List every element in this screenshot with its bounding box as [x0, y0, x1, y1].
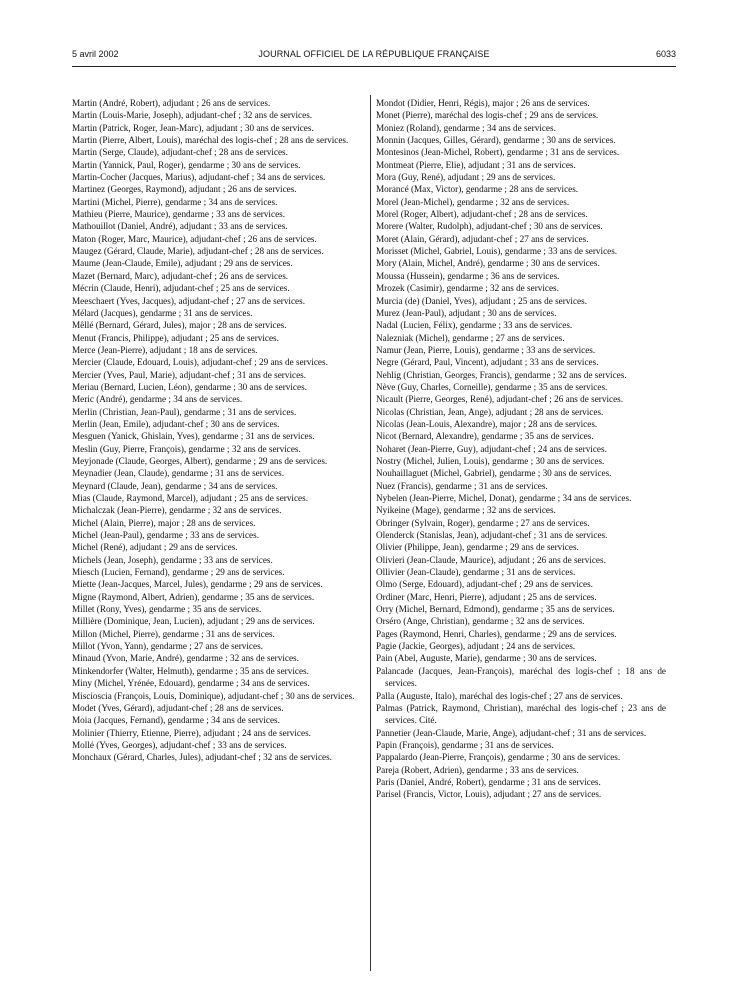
list-item: Namur (Jean, Pierre, Louis), gendarme ; 33 ans de services. [376, 344, 596, 355]
list-item: Nehlig (Christian, Georges, Francis), gendarme ; 32 ans de services. [376, 369, 627, 380]
list-item: Menut (Francis, Philippe), adjudant ; 25 ans de services. [72, 332, 279, 343]
list-item: Moussa (Hussein), gendarme ; 36 ans de services. [376, 270, 560, 281]
list-item: Nicolas (Jean-Louis, Alexandre), major ; 28 ans de services. [376, 418, 598, 429]
list-item: Mêllé (Bernard, Gérard, Jules), major ; 28 ans de services. [72, 320, 287, 331]
list-item: Paris (Daniel, André, Robert), gendarme ; 31 ans de services. [376, 776, 601, 787]
list-item: Nyikeine (Mage), gendarme ; 32 ans de services. [376, 505, 556, 516]
list-item: Merce (Jean-Pierre), adjudant ; 18 ans de services. [72, 344, 258, 355]
list-item: Nicault (Pierre, Georges, René), adjudant-chef ; 26 ans de services. [376, 394, 624, 405]
list-item: Millière (Dominique, Jean, Lucien), adjudant ; 29 ans de services. [72, 616, 315, 627]
list-item: Millet (Rony, Yves), gendarme ; 35 ans de services. [72, 604, 262, 615]
list-item: Murez (Jean-Paul), adjudant ; 30 ans de services. [376, 307, 557, 318]
list-item: Pain (Abel, Auguste, Marie), gendarme ; 30 ans de services. [376, 653, 597, 664]
list-item: Nybelen (Jean-Pierre, Michel, Donat), gendarme ; 34 ans de services. [376, 493, 632, 503]
list-item: Orry (Michel, Bernard, Edmond), gendarme ; 35 ans de services. [376, 604, 615, 615]
list-item: Migne (Raymond, Albert, Adrien), gendarme ; 35 ans de services. [72, 591, 315, 602]
list-item: Mory (Alain, Michel, André), gendarme ; 30 ans de services. [376, 258, 600, 269]
header-rule [72, 66, 676, 67]
list-item: Morel (Roger, Albert), adjudant-chef ; 28 ans de services. [376, 209, 588, 220]
list-item: Michel (René), adjudant ; 29 ans de services. [72, 542, 238, 553]
list-item: Michel (Alain, Pierre), major ; 28 ans de services. [72, 517, 256, 528]
list-item: Minaud (Yvon, Marie, André), gendarme ; 32 ans de services. [72, 653, 299, 664]
list-item: Mercier (Yves, Paul, Marie), adjudant-chef ; 31 ans de services. [72, 369, 307, 380]
list-item: Meyjonade (Claude, Georges, Albert), gendarme ; 29 ans de services. [72, 455, 328, 466]
list-item: Mollé (Yves, Georges), adjudant-chef ; 33 ans de services. [72, 739, 287, 750]
list-item: Mesguen (Yanick, Ghislain, Yves), gendarme ; 31 ans de services. [72, 431, 315, 442]
list-item: Merlin (Christian, Jean-Paul), gendarme ; 31 ans de services. [72, 406, 297, 417]
list-item: Mercier (Claude, Edouard, Louis), adjudant-chef ; 29 ans de services. [72, 357, 328, 368]
list-item: Pareja (Robert, Adrien), gendarme ; 33 ans de services. [376, 764, 579, 775]
list-item: Mondot (Didier, Henri, Régis), major ; 26 ans de services. [376, 98, 590, 108]
list-item: Martin (Patrick, Roger, Jean-Marc), adjudant ; 30 ans de services. [72, 122, 314, 133]
list-item: Maume (Jean-Claude, Emile), adjudant ; 29 ans de services. [72, 258, 293, 269]
list-item: Nève (Guy, Charles, Corneille), gendarme ; 35 ans de services. [376, 381, 608, 392]
journal-title: JOURNAL OFFICIEL DE LA RÉPUBLIQUE FRANÇAISE [258, 49, 490, 59]
list-item: Miscioscia (François, Louis, Dominique), adjudant-chef ; 30 ans de services. [72, 690, 355, 701]
list-item: Pappalardo (Jean-Pierre, François), gendarme ; 30 ans de services. [376, 752, 621, 763]
list-item: Moia (Jacques, Fernand), gendarme ; 34 ans de services. [72, 715, 280, 726]
list-item: Modet (Yves, Gérard), adjudant-chef ; 28 ans de services. [72, 702, 284, 713]
list-item: Meriau (Bernard, Lucien, Léon), gendarme ; 30 ans de services. [72, 381, 307, 392]
list-item: Palla (Auguste, Italo), maréchal des logis-chef ; 27 ans de services. [376, 690, 623, 701]
list-item: Montmeat (Pierre, Elie), adjudant ; 31 ans de services. [376, 159, 576, 170]
list-item: Martin (Yannick, Paul, Roger), gendarme ; 30 ans de services. [72, 159, 301, 170]
list-item: Pannetier (Jean-Claude, Marie, Ange), adjudant-chef ; 31 ans de services. [376, 727, 647, 738]
list-item: Palmas (Patrick, Raymond, Christian), maréchal des logis-chef ; 23 ans de services. Cité. [376, 702, 666, 726]
right-column [376, 97, 666, 801]
list-item: Monnin (Jacques, Gilles, Gérard), gendarme ; 30 ans de services. [376, 135, 616, 146]
list-item: Maton (Roger, Marc, Maurice), adjudant-chef ; 26 ans de services. [72, 233, 317, 244]
list-item: Nostry (Michel, Julien, Louis), gendarme ; 30 ans de services. [376, 455, 605, 466]
list-item: Nouhaillaguet (Michel, Gabriel), gendarme ; 30 ans de services. [376, 468, 612, 479]
list-item: Ordiner (Marc, Henri, Pierre), adjudant ; 25 ans de services. [376, 591, 597, 602]
list-item: Millot (Yvon, Yann), gendarme ; 27 ans de services. [72, 641, 263, 652]
publication-date: 5 avril 2002 [72, 49, 119, 59]
list-item: Martinez (Georges, Raymond), adjudant ; 26 ans de services. [72, 184, 297, 195]
list-item: Orséro (Ange, Christian), gendarme ; 32 ans de services. [376, 616, 585, 627]
list-item: Mazet (Bernard, Marc), adjudant-chef ; 26 ans de services. [72, 270, 289, 281]
list-item: Molinier (Thierry, Etienne, Pierre), adjudant ; 24 ans de services. [72, 727, 311, 738]
list-item: Martin (Pierre, Albert, Louis), maréchal des logis-chef ; 28 ans de services. [72, 135, 349, 146]
page-header [72, 49, 676, 63]
list-item: Martin (Serge, Claude), adjudant-chef ; 28 ans de services. [72, 147, 288, 158]
list-item: Obringer (Sylvain, Roger), gendarme ; 27 ans de services. [376, 517, 590, 528]
list-item: Millon (Michel, Pierre), gendarme ; 31 ans de services. [72, 628, 275, 639]
list-item: Olivieri (Jean-Claude, Maurice), adjudant ; 26 ans de services. [376, 554, 606, 565]
list-item: Mécrin (Claude, Henri), adjudant-chef ; 25 ans de services. [72, 283, 290, 294]
left-column [72, 97, 362, 764]
list-item: Mrozek (Casimir), gendarme ; 32 ans de services. [376, 283, 559, 294]
list-item: Pagie (Jackie, Georges), adjudant ; 24 ans de services. [376, 641, 576, 652]
list-item: Nicolas (Christian, Jean, Ange), adjudant ; 28 ans de services. [376, 406, 604, 417]
list-item: Meynard (Claude, Jean), gendarme ; 34 ans de services. [72, 480, 278, 491]
list-item: Ollivier (Jean-Claude), gendarme ; 31 ans de services. [376, 567, 576, 578]
list-item: Noharet (Jean-Pierre, Guy), adjudant-chef ; 24 ans de services. [376, 443, 607, 454]
list-item: Olenderck (Stanislas, Jean), adjudant-chef ; 31 ans de services. [376, 530, 608, 541]
list-item: Miny (Michel, Yrénée, Edouard), gendarme ; 34 ans de services. [72, 678, 310, 689]
list-item: Papin (François), gendarme ; 31 ans de services. [376, 739, 554, 750]
list-item: Palancade (Jacques, Jean-François), maréchal des logis-chef ; 18 ans de services. [376, 665, 666, 689]
list-item: Nadal (Lucien, Félix), gendarme ; 33 ans de services. [376, 320, 573, 331]
list-item: Meslin (Guy, Pierre, François), gendarme ; 32 ans de services. [72, 443, 301, 454]
list-item: Minkendorfer (Walter, Helmuth), gendarme ; 35 ans de services. [72, 665, 309, 676]
list-item: Montesinos (Jean-Michel, Robert), gendarme ; 31 ans de services. [376, 147, 620, 158]
list-item: Morancé (Max, Victor), gendarme ; 28 ans de services. [376, 184, 579, 195]
list-item: Michel (Jean-Paul), gendarme ; 33 ans de services. [72, 530, 260, 541]
list-item: Monet (Pierre), maréchal des logis-chef ; 29 ans de services. [376, 110, 599, 121]
list-item: Mias (Claude, Raymond, Marcel), adjudant ; 25 ans de services. [72, 493, 309, 503]
list-item: Mathieu (Pierre, Maurice), gendarme ; 33 ans de services. [72, 209, 286, 220]
list-item: Moniez (Roland), gendarme ; 34 ans de services. [376, 122, 556, 133]
list-item: Negre (Gérard, Paul, Vincent), adjudant ; 33 ans de services. [376, 357, 599, 368]
list-item: Michalczak (Jean-Pierre), gendarme ; 32 ans de services. [72, 505, 282, 516]
list-item: Michels (Jean, Joseph), gendarme ; 33 ans de services. [72, 554, 273, 565]
list-item: Moret (Alain, Gérard), adjudant-chef ; 27 ans de services. [376, 233, 589, 244]
list-item: Monchaux (Gérard, Charles, Jules), adjudant-chef ; 32 ans de services. [72, 752, 332, 763]
page-number: 6033 [655, 49, 676, 59]
list-item: Martin (André, Robert), adjudant ; 26 ans de services. [72, 98, 271, 108]
list-item: Martini (Michel, Pierre), gendarme ; 34 ans de services. [72, 196, 278, 207]
list-item: Nuez (Francis), gendarme ; 31 ans de services. [376, 480, 548, 491]
list-item: Martin (Louis-Marie, Joseph), adjudant-chef ; 32 ans de services. [72, 110, 313, 121]
list-item: Miesch (Lucien, Fernand), gendarme ; 29 ans de services. [72, 567, 285, 578]
list-item: Nalezniak (Michel), gendarme ; 27 ans de services. [376, 332, 565, 343]
column-divider [370, 95, 371, 971]
list-item: Pages (Raymond, Henri, Charles), gendarme ; 29 ans de services. [376, 628, 617, 639]
list-item: Meeschaert (Yves, Jacques), adjudant-chef ; 27 ans de services. [72, 295, 306, 306]
list-item: Maugez (Gérard, Claude, Marie), adjudant-chef ; 28 ans de services. [72, 246, 324, 257]
list-item: Meric (André), gendarme ; 34 ans de services. [72, 394, 243, 405]
list-item: Martin-Cocher (Jacques, Marius), adjudant-chef ; 34 ans de services. [72, 172, 326, 183]
list-item: Mélard (Jacques), gendarme ; 31 ans de services. [72, 307, 253, 318]
list-item: Meynadier (Jean, Claude), gendarme ; 31 ans de services. [72, 468, 284, 479]
list-item: Morel (Jean-Michel), gendarme ; 32 ans de services. [376, 196, 570, 207]
list-item: Mora (Guy, René), adjudant ; 29 ans de services. [376, 172, 556, 183]
list-item: Merlin (Jean, Emile), adjudant-chef ; 30 ans de services. [72, 418, 280, 429]
list-item: Mathouillot (Daniel, André), adjudant ; 33 ans de services. [72, 221, 288, 232]
list-item: Morisset (Michel, Gabriel, Louis), gendarme ; 33 ans de services. [376, 246, 618, 257]
list-item: Parisel (Francis, Victor, Louis), adjudant ; 27 ans de services. [376, 789, 602, 800]
list-item: Murcia (de) (Daniel, Yves), adjudant ; 25 ans de services. [376, 295, 587, 306]
list-item: Olivier (Philippe, Jean), gendarme ; 29 ans de services. [376, 542, 579, 553]
list-item: Miette (Jean-Jacques, Marcel, Jules), gendarme ; 29 ans de services. [72, 579, 323, 590]
list-item: Olmo (Serge, Edouard), adjudant-chef ; 29 ans de services. [376, 579, 593, 590]
list-item: Nicot (Bernard, Alexandre), gendarme ; 35 ans de services. [376, 431, 594, 442]
list-item: Morere (Walter, Rudolph), adjudant-chef ; 30 ans de services. [376, 221, 603, 232]
